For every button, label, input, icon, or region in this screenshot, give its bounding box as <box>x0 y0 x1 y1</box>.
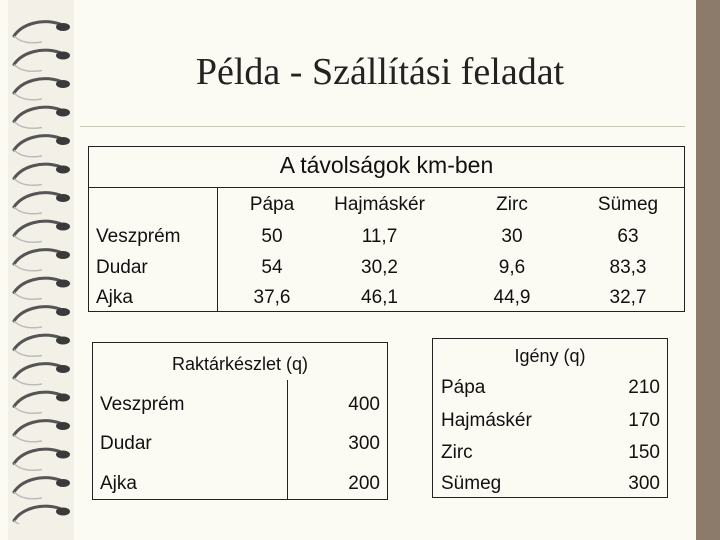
distance-cell: 50 <box>261 226 283 247</box>
binding-hole <box>56 422 70 430</box>
binding-ring-shadow <box>14 407 42 414</box>
binding-ring <box>14 50 60 64</box>
binding-ring <box>14 193 60 207</box>
distance-cell: 63 <box>617 226 639 247</box>
binding-ring <box>14 307 60 321</box>
binding-ring <box>14 478 60 492</box>
distance-cell: 54 <box>261 257 283 278</box>
binding-ring <box>14 506 60 520</box>
binding-ring-shadow <box>14 521 42 525</box>
binding-hole <box>56 109 70 117</box>
stock-value-divider <box>287 380 288 500</box>
stock-value: 200 <box>348 473 380 494</box>
demand-row-label: Pápa <box>441 377 486 398</box>
binding-ring <box>14 164 60 178</box>
distance-cell: 37,6 <box>253 287 291 308</box>
binding-hole <box>56 223 70 231</box>
demand-row-label: Sümeg <box>441 473 502 494</box>
binding-hole <box>56 80 70 88</box>
binding-ring-shadow <box>14 122 42 129</box>
binding-ring-shadow <box>14 464 42 471</box>
stock-value: 400 <box>348 394 380 415</box>
binding-ring <box>14 250 60 264</box>
binding-ring <box>14 22 60 36</box>
demand-value: 150 <box>628 442 660 463</box>
distance-cell: 30,2 <box>361 257 398 278</box>
spiral-binding <box>0 14 80 524</box>
demand-value: 210 <box>628 377 660 398</box>
demand-value: 300 <box>628 473 660 494</box>
binding-ring-shadow <box>14 321 42 328</box>
distance-row-label: Ajka <box>96 287 133 308</box>
binding-ring <box>14 364 60 378</box>
binding-ring-shadow <box>14 93 42 100</box>
stock-row-label: Veszprém <box>100 394 185 415</box>
binding-hole <box>56 365 70 373</box>
binding-ring-shadow <box>14 350 42 357</box>
distance-cell: 32,7 <box>609 287 647 308</box>
slide-title: Példa - Szállítási feladat <box>195 51 565 93</box>
demand-row-label: Zirc <box>441 442 473 463</box>
distance-row-label: Dudar <box>96 257 148 278</box>
distance-col-header: Zirc <box>496 194 528 215</box>
distance-col-header: Hajmáskér <box>334 194 425 215</box>
stock-row-label: Dudar <box>100 433 152 454</box>
binding-ring <box>14 421 60 435</box>
distance-cell: 44,9 <box>493 287 531 308</box>
binding-ring-shadow <box>14 492 42 499</box>
binding-ring <box>14 335 60 349</box>
distance-cell: 83,3 <box>609 257 647 278</box>
binding-ring <box>14 221 60 235</box>
binding-hole <box>56 308 70 316</box>
binding-hole <box>56 451 70 459</box>
binding-ring-shadow <box>14 207 42 214</box>
binding-hole <box>56 166 70 174</box>
distance-cell: 9,6 <box>498 257 526 278</box>
title-divider <box>80 126 685 127</box>
binding-ring <box>14 136 60 150</box>
binding-hole <box>56 194 70 202</box>
distance-caption-divider <box>88 187 685 188</box>
binding-hole <box>56 337 70 345</box>
distance-cell: 30 <box>501 226 523 247</box>
binding-ring-shadow <box>14 150 42 157</box>
demand-table-caption: Igény (q) <box>514 346 586 366</box>
binding-hole <box>56 251 70 259</box>
binding-hole <box>56 508 70 516</box>
binding-ring <box>14 278 60 292</box>
demand-value: 170 <box>628 410 660 431</box>
binding-hole <box>56 23 70 31</box>
stock-value: 300 <box>348 433 380 454</box>
distance-col-header: Pápa <box>249 194 295 215</box>
distance-cell: 11,7 <box>361 226 398 247</box>
binding-ring-shadow <box>14 65 42 72</box>
binding-ring-shadow <box>14 264 42 271</box>
binding-hole <box>56 394 70 402</box>
binding-ring <box>14 449 60 463</box>
binding-hole <box>56 479 70 487</box>
binding-ring-shadow <box>14 236 42 243</box>
binding-ring-shadow <box>14 378 42 385</box>
binding-ring-shadow <box>14 293 42 300</box>
stock-row-label: Ajka <box>100 473 137 494</box>
binding-hole <box>56 280 70 288</box>
binding-ring-shadow <box>14 179 42 186</box>
binding-hole <box>56 137 70 145</box>
binding-ring <box>14 107 60 121</box>
binding-ring-shadow <box>14 435 42 442</box>
binding-hole <box>56 52 70 60</box>
distance-table-caption: A távolságok km-ben <box>279 152 494 178</box>
binding-ring <box>14 392 60 406</box>
binding-ring-shadow <box>14 36 42 43</box>
distance-col-header: Sümeg <box>597 194 659 215</box>
distance-label-divider <box>217 187 218 312</box>
distance-row-label: Veszprém <box>96 226 181 247</box>
demand-row-label: Hajmáskér <box>441 410 532 431</box>
distance-cell: 46,1 <box>361 287 398 308</box>
stock-table-caption: Raktárkészlet (q) <box>171 354 309 374</box>
binding-ring <box>14 79 60 93</box>
